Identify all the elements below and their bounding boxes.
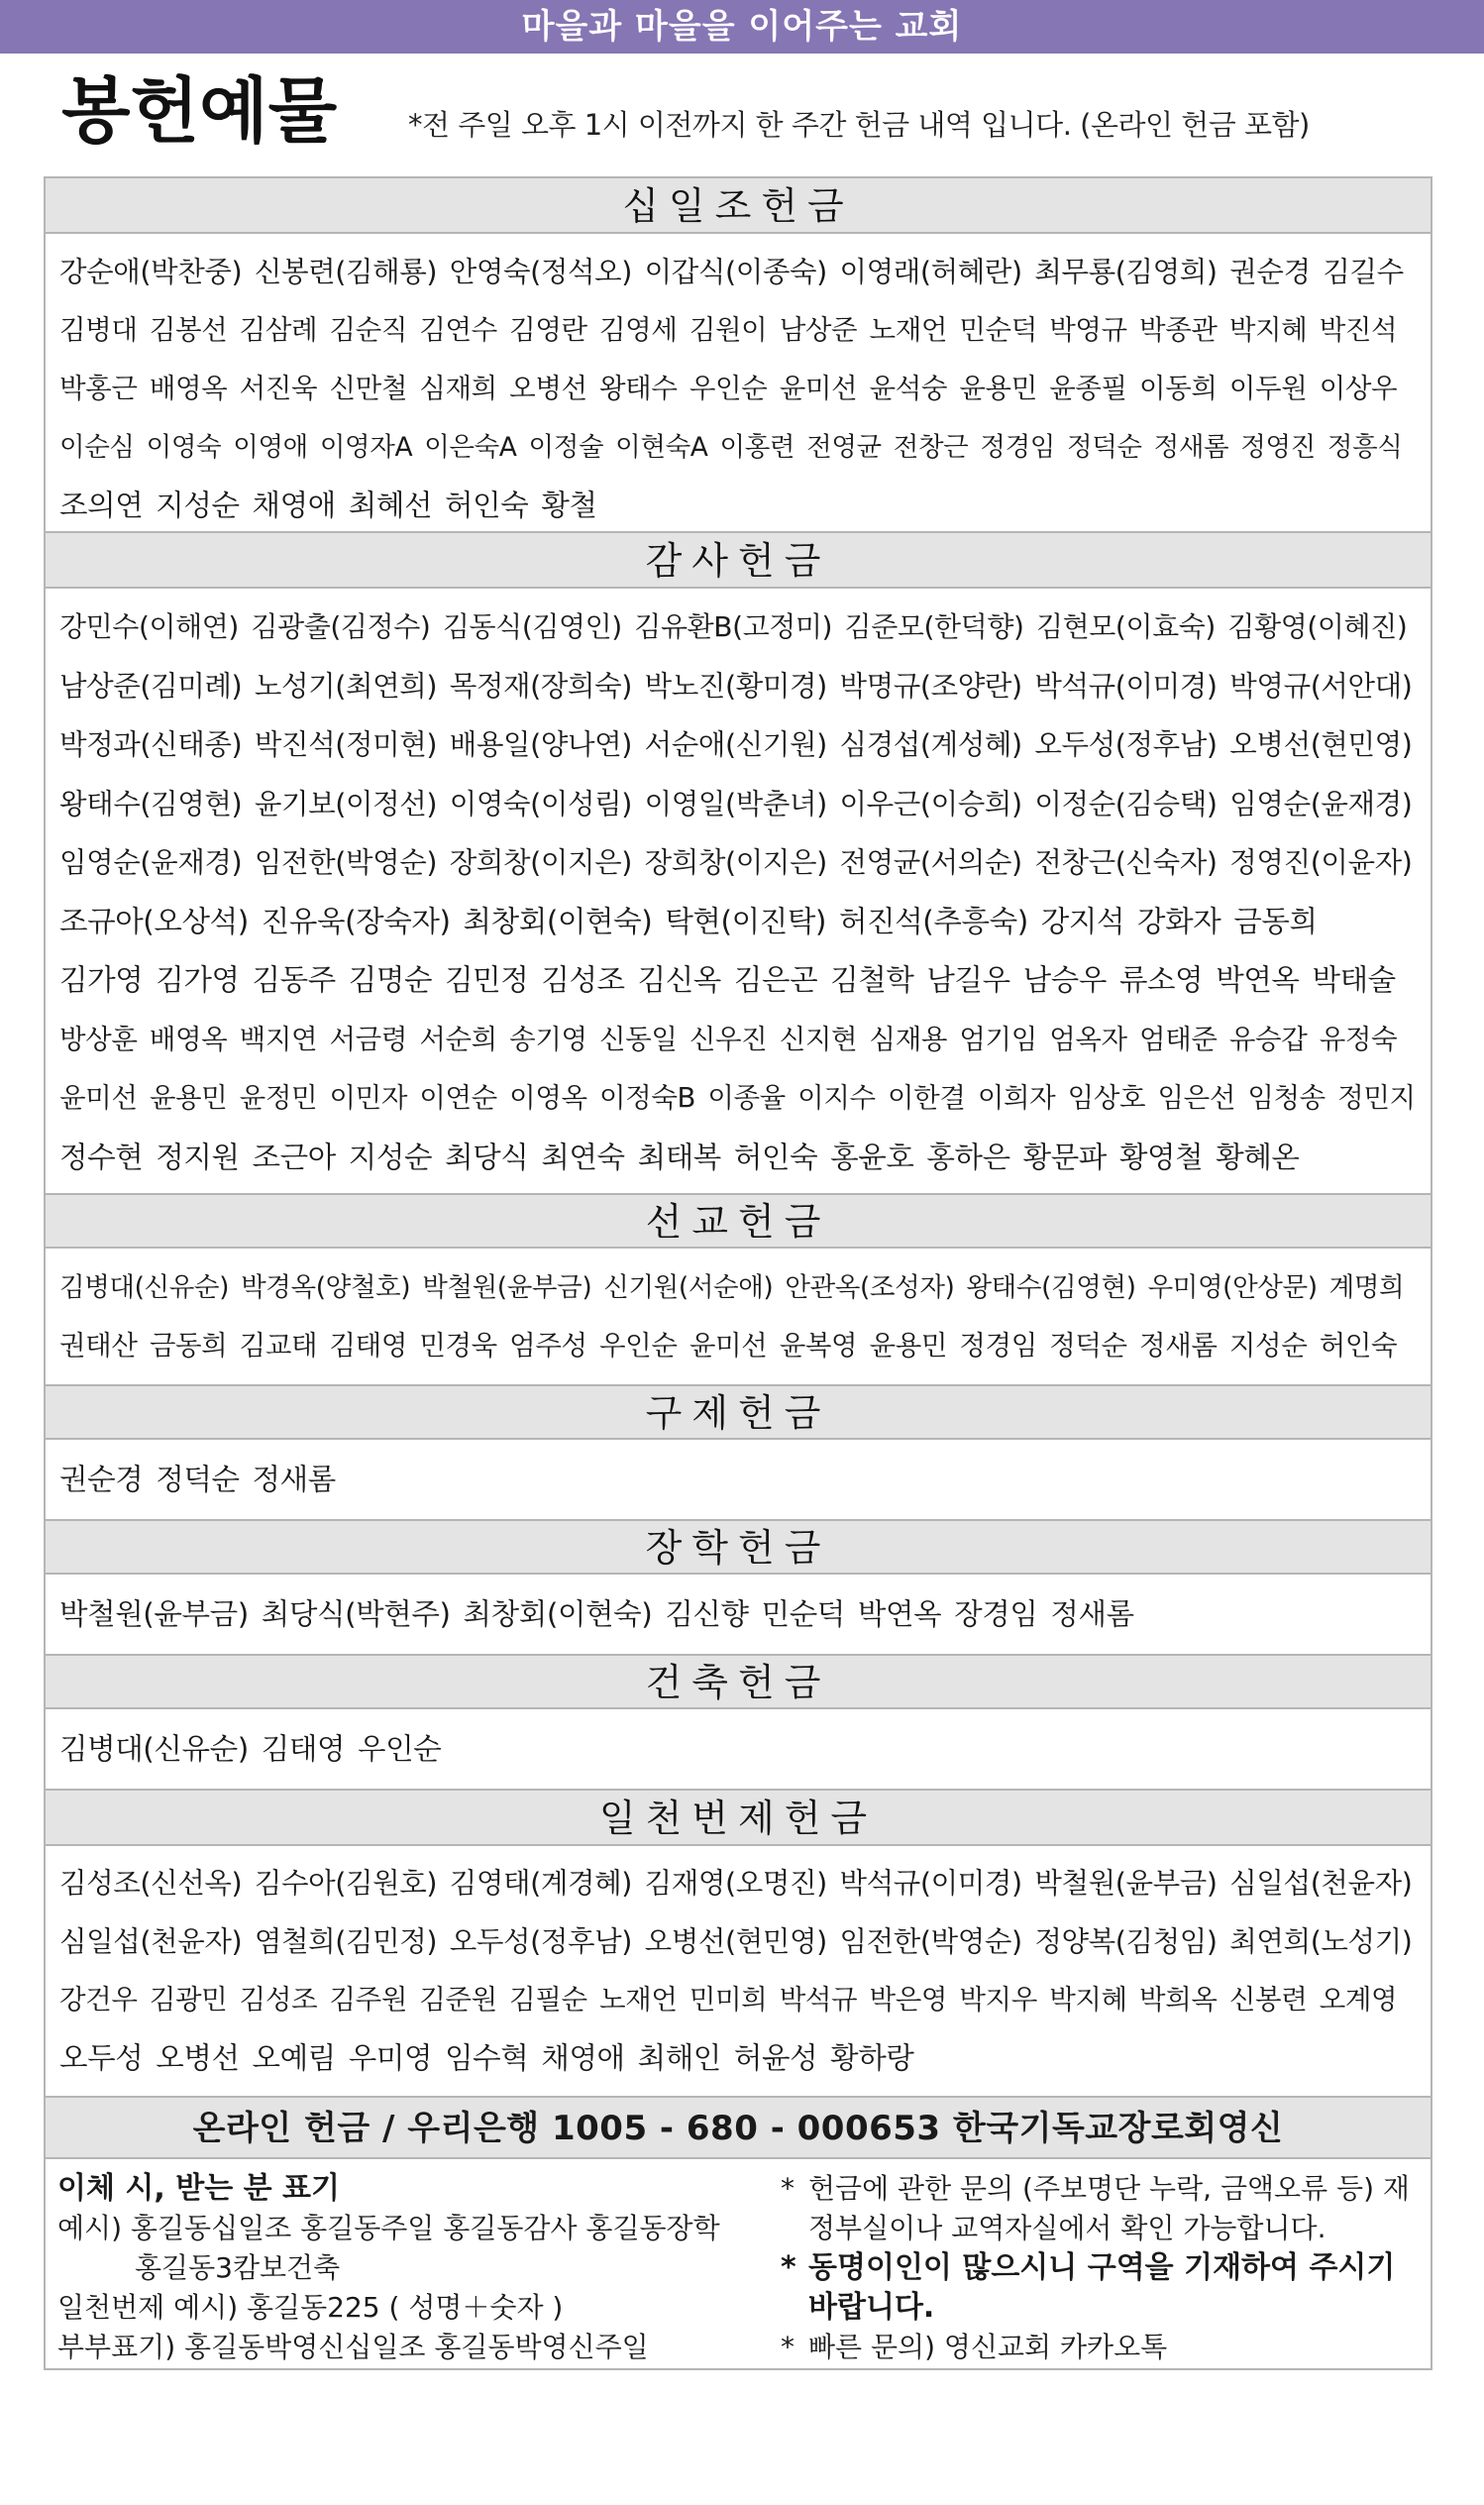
section-mission-heading: 선교헌금 — [46, 1195, 1431, 1249]
section-relief-body — [46, 1440, 1431, 1521]
name-line: 왕태수(김영현) 윤기보(이정선) 이영숙(이성림) 이영일(박춘녀) 이우근(이승희) 이정순(김승택) 임영순(윤재경) — [59, 787, 1413, 820]
section-mission-body — [46, 1249, 1431, 1386]
name-line: 조규아(오상석) 진유욱(장숙자) 최창회(이현숙) 탁현(이진탁) 허진석(추흥숙) 강지석 강화자 금동희 — [59, 904, 1318, 938]
asterisk-icon: * — [781, 2172, 795, 2205]
name-line: 강건우 김광민 김성조 김주원 김준원 김필순 노재언 민미희 박석규 박은영 박지우 박지혜 박희옥 신봉련 오계영 — [59, 1984, 1398, 2015]
name-line: 권태산 금동희 김교태 김태영 민경욱 엄주성 우인순 윤미선 윤복영 윤용민 정경임 정덕순 정새롬 지성순 허인숙 — [59, 1330, 1398, 1361]
name-line: 김병대(신유순) 김태영 우인순 — [59, 1732, 442, 1766]
online-offering-account: 온라인 헌금 / 우리은행 1005 - 680 - 000653 한국기독교장로회영신 — [46, 2098, 1431, 2159]
section-relief-heading: 구제헌금 — [46, 1386, 1431, 1440]
section-tithe-body — [46, 234, 1431, 533]
name-line: 심일섭(천윤자) 염철희(김민정) 오두성(정후남) 오병선(현민영) 임전한(박영순) 정양복(김청임) 최연희(노성기) — [59, 1925, 1413, 1958]
name-line: 강민수(이해연) 김광출(김정수) 김동식(김영인) 김유환B(고정미) 김준모(한덕향) 김현모(이효숙) 김황영(이혜진) — [59, 610, 1408, 643]
name-line: 강순애(박찬중) 신봉련(김해룡) 안영숙(정석오) 이갑식(이종숙) 이영래(허혜란) 최무룡(김영희) 권순경 김길수 — [59, 256, 1404, 288]
inquiry-notes — [781, 2169, 1415, 2367]
section-scholarship-body — [46, 1575, 1431, 1656]
name-line: 이순심 이영숙 이영애 이영자A 이은숙A 이정술 이현숙A 이홍련 전영균 전창근 정경임 정덕순 정새롬 정영진 정흥식 — [59, 432, 1403, 463]
naming-guide-title: 이체 시, 받는 분 표기 — [57, 2171, 341, 2206]
section-scholarship-heading: 장학헌금 — [46, 1521, 1431, 1575]
note-text: 헌금에 관한 문의 (주보명단 누락, 금액오류 등) 재정부실이나 교역자실에서 확인 가능합니다. — [808, 2172, 1410, 2244]
note-same-name — [781, 2248, 1415, 2328]
section-building-body — [46, 1709, 1431, 1791]
name-line: 박철원(윤부금) 최당식(박현주) 최창회(이현숙) 김신향 민순덕 박연옥 장경임 정새롬 — [59, 1597, 1134, 1631]
section-tithe-heading: 십일조헌금 — [46, 178, 1431, 234]
couple-example: 부부표기) 홍길동박영신십일조 홍길동박영신주일 — [57, 2331, 649, 2363]
name-line: 김병대(신유순) 박경옥(양철호) 박철원(윤부금) 신기원(서순애) 안관옥(조성자) 왕태수(김영현) 우미영(안상문) 계명희 — [59, 1272, 1405, 1303]
name-line: 윤미선 윤용민 윤정민 이민자 이연순 이영옥 이정숙B 이종율 이지수 이한결 이희자 임상호 임은선 임청송 정민지 — [59, 1082, 1416, 1114]
name-line: 남상준(김미례) 노성기(최연희) 목정재(장희숙) 박노진(황미경) 박명규(조양란) 박석규(이미경) 박영규(서안대) — [59, 669, 1413, 703]
section-thanks-heading: 감사헌금 — [46, 533, 1431, 589]
thousand-example: 일천번제 예시) 홍길동225 ( 성명＋숫자 ) — [57, 2291, 564, 2324]
asterisk-icon: * — [781, 2250, 796, 2285]
note-kakao — [781, 2328, 1415, 2367]
note-text: 동명이인이 많으시니 구역을 기재하여 주시기 바랍니다. — [808, 2250, 1396, 2325]
name-line: 박홍근 배영옥 서진욱 신만철 심재희 오병선 왕태수 우인순 윤미선 윤석숭 윤용민 윤종필 이동희 이두원 이상우 — [59, 373, 1398, 404]
name-line: 김성조(신선옥) 김수아(김원호) 김영태(계경혜) 김재영(오명진) 박석규(이미경) 박철원(윤부금) 심일섭(천윤자) — [59, 1867, 1413, 1900]
asterisk-icon: * — [781, 2331, 795, 2363]
name-line: 김병대 김봉선 김삼례 김순직 김연수 김영란 김영세 김원이 남상준 노재언 민순덕 박영규 박종관 박지혜 박진석 — [59, 314, 1398, 346]
name-line: 오두성 오병선 오예림 우미영 임수혁 채영애 최해인 허윤성 황하랑 — [59, 2041, 914, 2075]
name-line: 박정과(신태종) 박진석(정미현) 배용일(양나연) 서순애(신기원) 심경섭(계성혜) 오두성(정후남) 오병선(현민영) — [59, 728, 1413, 761]
section-thousand-heading: 일천번제헌금 — [46, 1791, 1431, 1846]
page-title: 봉헌예물 — [61, 69, 338, 153]
name-line: 권순경 정덕순 정새롬 — [59, 1463, 336, 1496]
page-subtitle: *전 주일 오후 1시 이전까지 한 주간 헌금 내역 입니다. (온라인 헌금 포함) — [408, 108, 1310, 142]
section-building-heading: 건축헌금 — [46, 1656, 1431, 1709]
name-line: 임영순(윤재경) 임전한(박영순) 장희창(이지은) 장희창(이지은) 전영균(서의순) 전창근(신숙자) 정영진(이윤자) — [59, 846, 1413, 879]
naming-example-cont: 홍길동3캄보건축 — [135, 2251, 341, 2284]
naming-example: 예시) 홍길동십일조 홍길동주일 홍길동감사 홍길동장학 — [57, 2212, 720, 2244]
name-line: 방상훈 배영옥 백지연 서금령 서순희 송기영 신동일 신우진 신지현 심재용 엄기임 엄옥자 엄태준 유승갑 유정숙 — [59, 1023, 1398, 1055]
church-banner: 마을과 마을을 이어주는 교회 — [0, 0, 1484, 54]
transfer-instructions — [46, 2159, 1431, 2379]
note-inquiry — [781, 2169, 1415, 2248]
name-line: 정수현 정지원 조근아 지성순 최당식 최연숙 최태복 허인숙 홍윤호 홍하은 황문파 황영철 황혜온 — [59, 1140, 1300, 1174]
name-line: 김가영 김가영 김동주 김명순 김민정 김성조 김신옥 김은곤 김철학 남길우 남승우 류소영 박연옥 박태술 — [59, 963, 1396, 997]
note-text: 빠른 문의) 영신교회 카카오톡 — [808, 2331, 1168, 2363]
name-line: 조의연 지성순 채영애 최혜선 허인숙 황철 — [59, 489, 597, 522]
offering-sheet — [44, 176, 1432, 2370]
section-thanks-body — [46, 589, 1431, 1195]
section-thousand-body — [46, 1846, 1431, 2098]
transfer-naming-guide — [57, 2169, 791, 2367]
